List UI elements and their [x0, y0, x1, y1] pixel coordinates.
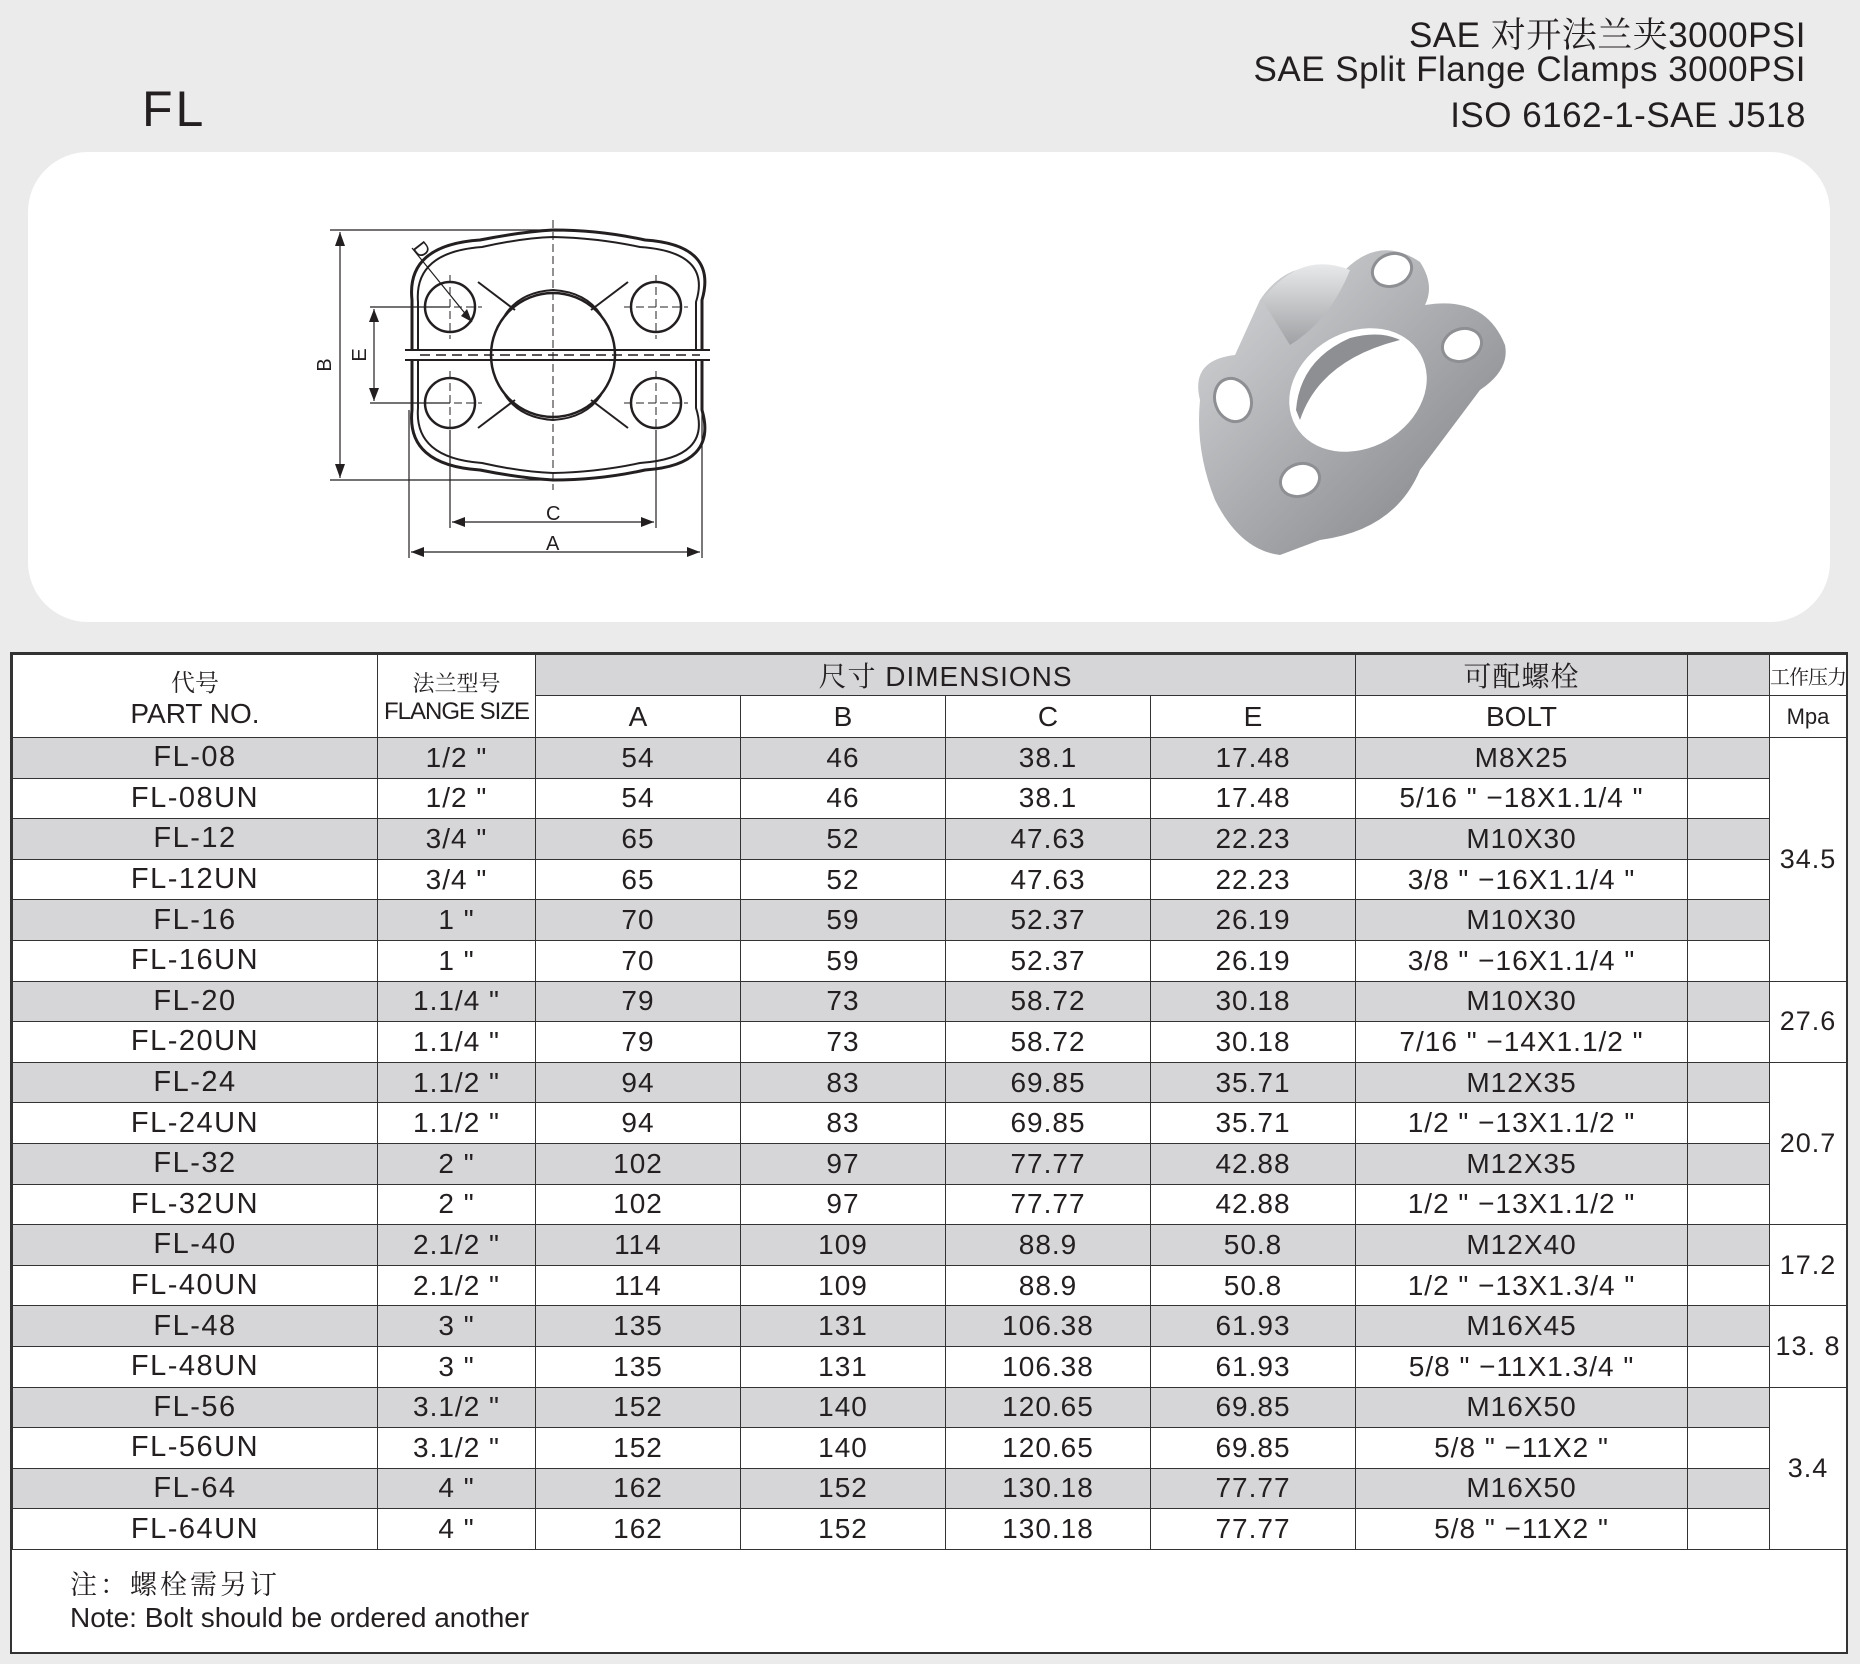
- part-no-cell: FL-40: [13, 1225, 378, 1266]
- bolt-cell: M12X40: [1356, 1225, 1688, 1266]
- blank-cell: [1688, 1143, 1770, 1184]
- part-no-cell: FL-32: [13, 1143, 378, 1184]
- bolt-cell: M16X50: [1356, 1387, 1688, 1428]
- dim-b-cell: 59: [741, 940, 946, 981]
- dim-e-cell: 30.18: [1151, 1022, 1356, 1063]
- part-no-cell: FL-12UN: [13, 859, 378, 900]
- dim-b-cell: 83: [741, 1062, 946, 1103]
- dim-a-cell: 162: [536, 1509, 741, 1550]
- bolt-cell: 3/8 " −16X1.1/4 ": [1356, 859, 1688, 900]
- footnote-cn: 注：螺栓需另订: [70, 1570, 280, 1601]
- bolt-cell: 3/8 " −16X1.1/4 ": [1356, 940, 1688, 981]
- table-row: [13, 1428, 1847, 1469]
- bolt-cell: M10X30: [1356, 819, 1688, 860]
- bolt-cell: M12X35: [1356, 1062, 1688, 1103]
- product-code: FL: [142, 81, 207, 137]
- flange-size-cell: 1.1/2 ": [378, 1103, 536, 1144]
- flange-size-cell: 3 ": [378, 1306, 536, 1347]
- blank-cell: [1688, 1387, 1770, 1428]
- header-dim-e: E: [1151, 696, 1356, 738]
- technical-drawing: [300, 215, 720, 565]
- dim-b-cell: 73: [741, 1022, 946, 1063]
- dim-b-cell: 140: [741, 1387, 946, 1428]
- flange-size-cell: 3 ": [378, 1346, 536, 1387]
- blank-cell: [1688, 1428, 1770, 1469]
- part-no-cell: FL-56: [13, 1387, 378, 1428]
- dim-e-cell: 17.48: [1151, 778, 1356, 819]
- dim-a-cell: 152: [536, 1428, 741, 1469]
- dim-e-cell: 69.85: [1151, 1387, 1356, 1428]
- blank-cell: [1688, 1022, 1770, 1063]
- dim-c-cell: 69.85: [946, 1103, 1151, 1144]
- pressure-cell: 34.5: [1770, 738, 1847, 982]
- part-no-cell: FL-40UN: [13, 1265, 378, 1306]
- bolt-cell: 5/8 " −11X1.3/4 ": [1356, 1346, 1688, 1387]
- dim-b-cell: 152: [741, 1509, 946, 1550]
- dim-c-cell: 58.72: [946, 1022, 1151, 1063]
- dim-e-cell: 61.93: [1151, 1306, 1356, 1347]
- table-row: [13, 819, 1847, 860]
- dim-label-e: E: [349, 348, 371, 362]
- dim-b-cell: 109: [741, 1225, 946, 1266]
- dim-b-cell: 109: [741, 1265, 946, 1306]
- illustration-panel: [28, 152, 1830, 622]
- blank-cell: [1688, 981, 1770, 1022]
- bolt-cell: M12X35: [1356, 1143, 1688, 1184]
- dim-e-cell: 22.23: [1151, 859, 1356, 900]
- dim-c-cell: 120.65: [946, 1387, 1151, 1428]
- flange-size-cell: 4 ": [378, 1468, 536, 1509]
- flange-size-cell: 4 ": [378, 1509, 536, 1550]
- blank-cell: [1688, 859, 1770, 900]
- dim-label-d: D: [408, 237, 435, 263]
- blank-cell: [1688, 1184, 1770, 1225]
- dim-b-cell: 97: [741, 1143, 946, 1184]
- header-blank: [1688, 655, 1770, 696]
- dim-e-cell: 77.77: [1151, 1509, 1356, 1550]
- dim-c-cell: 52.37: [946, 900, 1151, 941]
- dim-c-cell: 69.85: [946, 1062, 1151, 1103]
- dim-a-cell: 79: [536, 981, 741, 1022]
- part-no-cell: FL-16UN: [13, 940, 378, 981]
- header-pressure-unit: Mpa: [1770, 696, 1847, 738]
- flange-size-cell: 1.1/4 ": [378, 981, 536, 1022]
- flange-size-cell: 2 ": [378, 1143, 536, 1184]
- dim-b-cell: 97: [741, 1184, 946, 1225]
- header-bolt-en: BOLT: [1356, 696, 1688, 738]
- dim-a-cell: 54: [536, 738, 741, 779]
- dim-a-cell: 102: [536, 1143, 741, 1184]
- dim-label-b: B: [314, 358, 336, 372]
- dim-e-cell: 35.71: [1151, 1062, 1356, 1103]
- title-chinese: SAE 对开法兰夹3000PSI: [1408, 16, 1806, 55]
- flange-clamp-product-render: [1185, 235, 1525, 570]
- table-row: [13, 1103, 1847, 1144]
- pressure-cell: 13. 8: [1770, 1306, 1847, 1387]
- dim-c-cell: 120.65: [946, 1428, 1151, 1469]
- bolt-cell: 5/8 " −11X2 ": [1356, 1428, 1688, 1469]
- dim-e-cell: 30.18: [1151, 981, 1356, 1022]
- dim-a-cell: 114: [536, 1225, 741, 1266]
- dim-c-cell: 106.38: [946, 1346, 1151, 1387]
- blank-cell: [1688, 1509, 1770, 1550]
- table-row: [13, 1062, 1847, 1103]
- bolt-cell: M16X50: [1356, 1468, 1688, 1509]
- part-no-cell: FL-12: [13, 819, 378, 860]
- table-row: [13, 1022, 1847, 1063]
- dim-a-cell: 94: [536, 1062, 741, 1103]
- part-no-cell: FL-20: [13, 981, 378, 1022]
- dim-c-cell: 106.38: [946, 1306, 1151, 1347]
- table-row: [13, 1387, 1847, 1428]
- flange-size-cell: 3/4 ": [378, 819, 536, 860]
- flange-size-cell: 2.1/2 ": [378, 1265, 536, 1306]
- footnote: [70, 1570, 529, 1634]
- dim-c-cell: 130.18: [946, 1509, 1151, 1550]
- blank-cell: [1688, 1062, 1770, 1103]
- header-blank-2: [1688, 696, 1770, 738]
- dim-e-cell: 35.71: [1151, 1103, 1356, 1144]
- table-row: [13, 1265, 1847, 1306]
- dim-b-cell: 52: [741, 859, 946, 900]
- flange-size-cell: 1 ": [378, 900, 536, 941]
- table-row: [13, 1143, 1847, 1184]
- dim-a-cell: 102: [536, 1184, 741, 1225]
- dim-b-cell: 59: [741, 900, 946, 941]
- part-no-cell: FL-64UN: [13, 1509, 378, 1550]
- dim-c-cell: 130.18: [946, 1468, 1151, 1509]
- header-part-no: 代号 PART NO.: [13, 655, 378, 738]
- blank-cell: [1688, 1346, 1770, 1387]
- part-no-cell: FL-64: [13, 1468, 378, 1509]
- flange-size-cell: 1.1/4 ": [378, 1022, 536, 1063]
- dim-b-cell: 152: [741, 1468, 946, 1509]
- part-no-cell: FL-16: [13, 900, 378, 941]
- flange-size-cell: 1/2 ": [378, 738, 536, 779]
- dim-e-cell: 22.23: [1151, 819, 1356, 860]
- dim-e-cell: 50.8: [1151, 1265, 1356, 1306]
- dim-b-cell: 46: [741, 778, 946, 819]
- dim-e-cell: 17.48: [1151, 738, 1356, 779]
- dim-e-cell: 26.19: [1151, 900, 1356, 941]
- table-row: [13, 1509, 1847, 1550]
- bolt-cell: 5/8 " −11X2 ": [1356, 1509, 1688, 1550]
- dim-e-cell: 77.77: [1151, 1468, 1356, 1509]
- part-no-cell: FL-20UN: [13, 1022, 378, 1063]
- dim-c-cell: 88.9: [946, 1225, 1151, 1266]
- table-row: [13, 1306, 1847, 1347]
- dim-e-cell: 61.93: [1151, 1346, 1356, 1387]
- part-no-cell: FL-24: [13, 1062, 378, 1103]
- bolt-cell: 5/16 " −18X1.1/4 ": [1356, 778, 1688, 819]
- blank-cell: [1688, 738, 1770, 779]
- dim-c-cell: 47.63: [946, 859, 1151, 900]
- header-dimensions: 尺寸 DIMENSIONS: [536, 655, 1356, 696]
- dim-a-cell: 162: [536, 1468, 741, 1509]
- dim-a-cell: 79: [536, 1022, 741, 1063]
- flange-size-cell: 3.1/2 ": [378, 1428, 536, 1469]
- table-row: [13, 1225, 1847, 1266]
- dim-b-cell: 131: [741, 1346, 946, 1387]
- dim-e-cell: 42.88: [1151, 1184, 1356, 1225]
- dim-e-cell: 42.88: [1151, 1143, 1356, 1184]
- bolt-cell: M8X25: [1356, 738, 1688, 779]
- dim-a-cell: 135: [536, 1306, 741, 1347]
- bolt-cell: M16X45: [1356, 1306, 1688, 1347]
- table-row: [13, 1346, 1847, 1387]
- part-no-cell: FL-56UN: [13, 1428, 378, 1469]
- blank-cell: [1688, 1265, 1770, 1306]
- flange-size-cell: 1.1/2 ": [378, 1062, 536, 1103]
- blank-cell: [1688, 1225, 1770, 1266]
- blank-cell: [1688, 1103, 1770, 1144]
- flange-size-cell: 2 ": [378, 1184, 536, 1225]
- part-no-cell: FL-08: [13, 738, 378, 779]
- bolt-cell: 1/2 " −13X1.1/2 ": [1356, 1103, 1688, 1144]
- dim-a-cell: 94: [536, 1103, 741, 1144]
- dim-a-cell: 70: [536, 900, 741, 941]
- blank-cell: [1688, 940, 1770, 981]
- blank-cell: [1688, 778, 1770, 819]
- dim-e-cell: 50.8: [1151, 1225, 1356, 1266]
- dim-e-cell: 69.85: [1151, 1428, 1356, 1469]
- flange-size-cell: 3/4 ": [378, 859, 536, 900]
- dim-a-cell: 114: [536, 1265, 741, 1306]
- blank-cell: [1688, 1468, 1770, 1509]
- dim-c-cell: 58.72: [946, 981, 1151, 1022]
- dim-a-cell: 65: [536, 819, 741, 860]
- pressure-cell: 17.2: [1770, 1225, 1847, 1306]
- dim-c-cell: 77.77: [946, 1143, 1151, 1184]
- bolt-cell: 1/2 " −13X1.3/4 ": [1356, 1265, 1688, 1306]
- dim-a-cell: 65: [536, 859, 741, 900]
- header-dim-a: A: [536, 696, 741, 738]
- dim-b-cell: 46: [741, 738, 946, 779]
- dim-c-cell: 88.9: [946, 1265, 1151, 1306]
- dim-label-a: A: [546, 533, 560, 555]
- dim-b-cell: 140: [741, 1428, 946, 1469]
- dim-a-cell: 54: [536, 778, 741, 819]
- dim-c-cell: 52.37: [946, 940, 1151, 981]
- table-row: [13, 859, 1847, 900]
- table-row: [13, 1184, 1847, 1225]
- part-no-cell: FL-24UN: [13, 1103, 378, 1144]
- table-row: [13, 981, 1847, 1022]
- bolt-cell: 7/16 " −14X1.1/2 ": [1356, 1022, 1688, 1063]
- bolt-cell: 1/2 " −13X1.1/2 ": [1356, 1184, 1688, 1225]
- flange-size-cell: 3.1/2 ": [378, 1387, 536, 1428]
- pressure-cell: 20.7: [1770, 1062, 1847, 1224]
- table-row: [13, 1468, 1847, 1509]
- part-no-cell: FL-48: [13, 1306, 378, 1347]
- pressure-cell: 3.4: [1770, 1387, 1847, 1549]
- bolt-cell: M10X30: [1356, 900, 1688, 941]
- dim-c-cell: 38.1: [946, 778, 1151, 819]
- flange-size-cell: 1 ": [378, 940, 536, 981]
- dim-c-cell: 77.77: [946, 1184, 1151, 1225]
- header-bolt-cn: 可配螺栓: [1356, 655, 1688, 696]
- flange-size-cell: 2.1/2 ": [378, 1225, 536, 1266]
- title-english: SAE Split Flange Clamps 3000PSI: [1253, 50, 1806, 89]
- bolt-cell: M10X30: [1356, 981, 1688, 1022]
- footnote-en: Note: Bolt should be ordered another: [70, 1602, 530, 1633]
- dim-b-cell: 83: [741, 1103, 946, 1144]
- dim-label-c: C: [546, 503, 561, 525]
- table-row: [13, 940, 1847, 981]
- header-dim-c: C: [946, 696, 1151, 738]
- dim-a-cell: 152: [536, 1387, 741, 1428]
- dim-b-cell: 52: [741, 819, 946, 860]
- pressure-cell: 27.6: [1770, 981, 1847, 1062]
- dimensions-table-frame: [10, 652, 1848, 1654]
- blank-cell: [1688, 819, 1770, 860]
- flange-size-cell: 1/2 ": [378, 778, 536, 819]
- table-row: [13, 738, 1847, 779]
- dimensions-table: [12, 654, 1847, 1550]
- table-row: [13, 900, 1847, 941]
- blank-cell: [1688, 1306, 1770, 1347]
- dim-a-cell: 135: [536, 1346, 741, 1387]
- dim-b-cell: 131: [741, 1306, 946, 1347]
- dim-b-cell: 73: [741, 981, 946, 1022]
- header-flange-size: 法兰型号 FLANGE SIZE: [378, 655, 536, 738]
- dim-e-cell: 26.19: [1151, 940, 1356, 981]
- part-no-cell: FL-08UN: [13, 778, 378, 819]
- dim-c-cell: 47.63: [946, 819, 1151, 860]
- header-pressure: 工作压力: [1770, 655, 1847, 696]
- part-no-cell: FL-48UN: [13, 1346, 378, 1387]
- part-no-cell: FL-32UN: [13, 1184, 378, 1225]
- standard-reference: ISO 6162-1-SAE J518: [1450, 96, 1806, 135]
- blank-cell: [1688, 900, 1770, 941]
- dim-c-cell: 38.1: [946, 738, 1151, 779]
- table-row: [13, 778, 1847, 819]
- dim-a-cell: 70: [536, 940, 741, 981]
- header-dim-b: B: [741, 696, 946, 738]
